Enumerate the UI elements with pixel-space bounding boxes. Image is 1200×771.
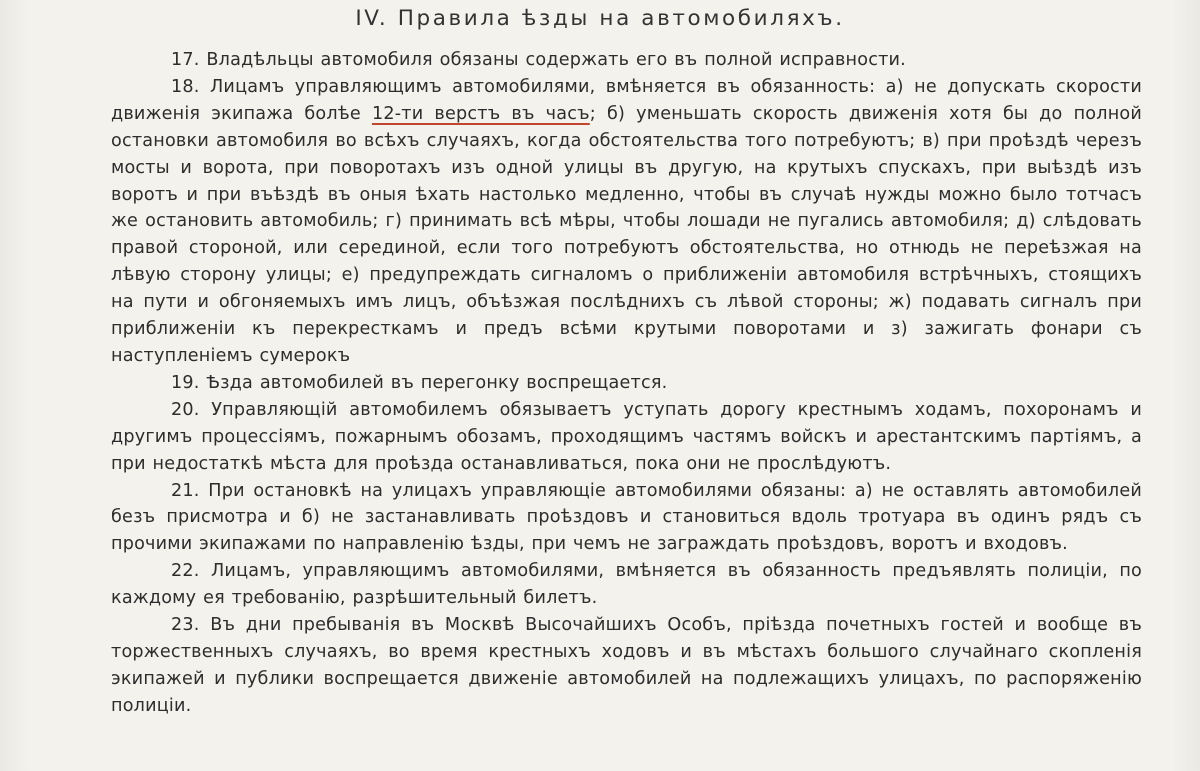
section-heading: IV. Правила ѣзды на автомобиляхъ. <box>355 6 845 31</box>
rule-18-text-start: 18. Лицамъ управляющимъ автомобилями, вмѣняется въ обязанность: а) не допускать скорости движенія экипажа болѣе <box>111 76 1142 124</box>
rule-18-paragraph <box>111 74 1142 370</box>
rule-21-paragraph: 21. При остановкѣ на улицахъ управляющіе автомобилями обязаны: а) не оставлять автомобилей безъ присмотра и б) не застанавливать проѣздовъ и становиться вдоль тротуара въ одинъ рядъ съ прочими экипажами по направленію ѣзды, при чемъ не заграждать проѣздовъ, воротъ и входовъ. <box>111 480 1142 555</box>
rule-20-paragraph: 20. Управляющій автомобилемъ обязываетъ уступать дорогу крестнымъ ходамъ, похоронамъ и другимъ процессіямъ, пожарнымъ обозамъ, проходящимъ частямъ войскъ и арестантскимъ партіямъ, а при недостаткѣ мѣста для проѣзда останавливаться, пока они не прослѣдуютъ. <box>111 399 1142 474</box>
speed-limit-underlined-text: 12-ти верстъ въ часъ <box>371 103 590 124</box>
rule-17-paragraph: 17. Владѣльцы автомобиля обязаны содержать его въ полной исправности. <box>171 50 906 70</box>
rule-23-paragraph: 23. Въ дни пребыванія въ Москвѣ Высочайшихъ Особъ, пріѣзда почетныхъ гостей и вообще въ торжественныхъ случаяхъ, во время крестныхъ ходовъ и въ мѣстахъ большого случайнаго скопленія экипажей и публики воспрещается движеніе автомобилей на подлежащихъ улицахъ, по распоряженію полиціи. <box>111 615 1142 716</box>
rule-19-paragraph: 19. Ѣзда автомобилей въ перегонку воспрещается. <box>171 372 668 393</box>
document-body <box>111 47 1142 720</box>
rule-22-paragraph: 22. Лицамъ, управляющимъ автомобилями, вмѣняется въ обязанность предъявлять полиціи, по каждому ея требованію, разрѣшительный билетъ. <box>111 561 1142 609</box>
rule-18-text-end: ; б) уменьшать скорость движенія хотя бы до полной остановки автомобиля во всѣхъ случаяхъ, когда обстоятельства того потребуютъ; в) при проѣздѣ черезъ мосты и ворота, при поворотахъ изъ одной улицы въ другую, на крутыхъ спускахъ, при выѣздѣ изъ воротъ и при въѣздѣ въ оныя ѣхать настолько медленно, чтобы въ случаѣ нужды можно было тотчасъ же остановить автомобиль; г) принимать всѣ мѣры, чтобы лошади не пугались автомобиля; д) слѣдовать правой стороной, или серединой, если того потребуютъ обстоятельства, но отнюдь не переѣзжая на лѣвую сторону улицы; е) предупреждать сигналомъ о приближеніи автомобиля встрѣчныхъ, стоящихъ на пути и обгоняемыхъ имъ лицъ, объѣзжая послѣднихъ съ лѣвой стороны; ж) подавать сигналъ при приближеніи къ перекресткамъ и предъ всѣми крутыми поворотами и з) зажигать фонари съ наступленіемъ сумерокъ <box>111 103 1142 366</box>
